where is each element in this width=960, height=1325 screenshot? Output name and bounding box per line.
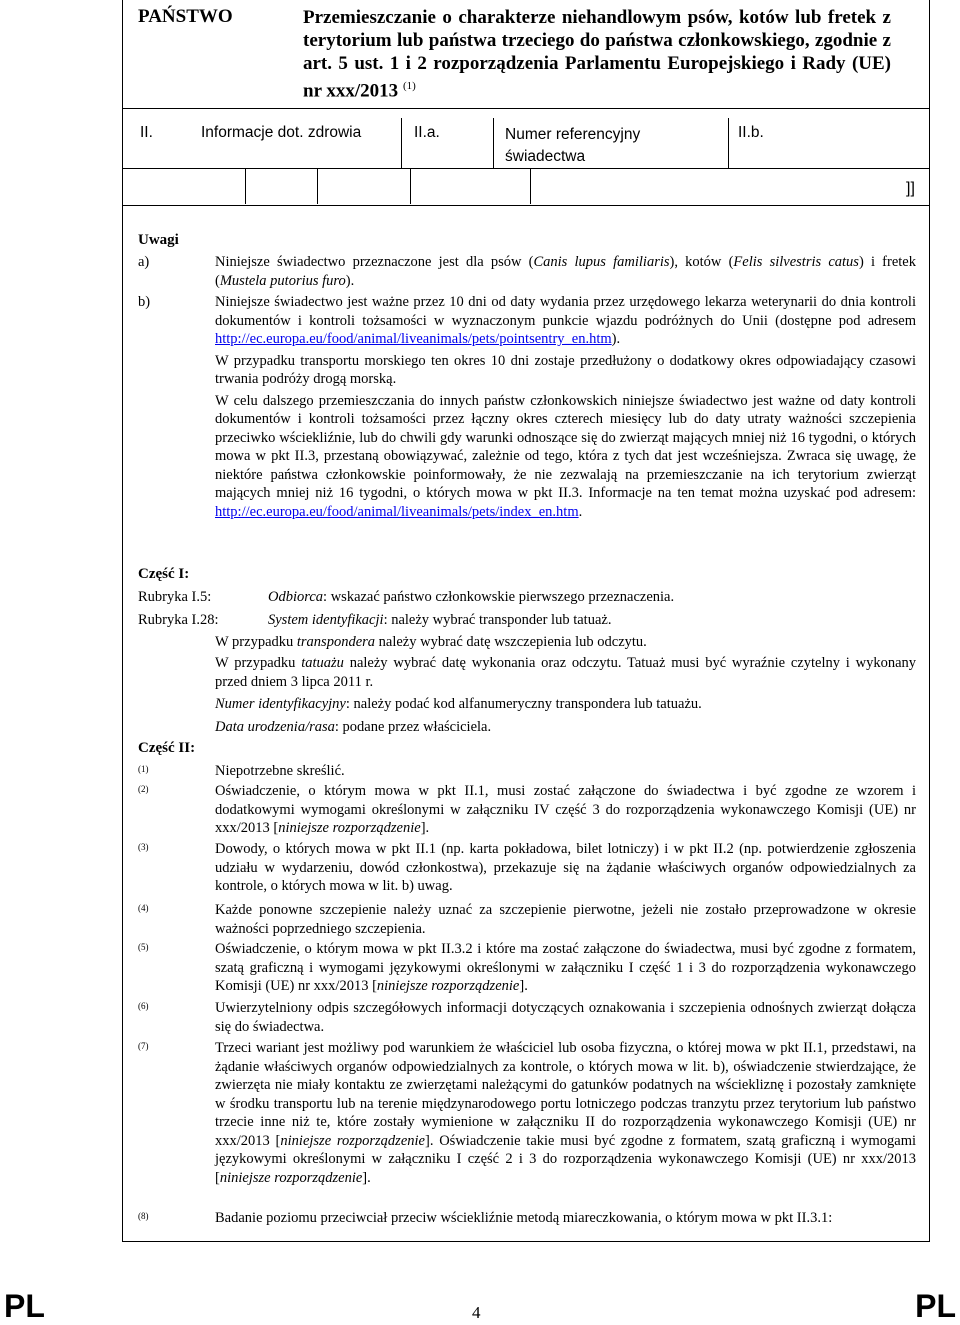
- transponder-note: W przypadku transpondera należy wybrać datę wszczepienia lub odczytu.: [215, 634, 647, 650]
- note-a-text: Niniejsze świadectwo przeznaczone jest dla psów (Canis lupus familiaris), kotów (Felis silvestris catus) i fretek (Mustela putorius furo).: [215, 254, 916, 289]
- note-a: [138, 253, 916, 290]
- ref-cell-3: [530, 168, 531, 204]
- footnote-5: (5) Oświadczenie, o którym mowa w pkt II.3.2 i które ma zostać załączone do świadectwa, musi być zgodne z formatem, szatą graficzną i wymogami językowymi określonymi w załączniku I część 1 i 3 do rozporządzenia wykonawczego Komisji (UE) nr xxx/2013 [niniejsze rozporządzenie].: [138, 941, 916, 994]
- footnote-6: (6) Uwierzytelniony odpis szczegółowych informacji dotyczących oznakowania i szczepienia odnośnych zwierząt dołącza się do świadectwa.: [138, 1000, 916, 1035]
- title-footnote-ref: (1): [402, 80, 416, 92]
- birth-date-breed-note: Data urodzenia/rasa: podane przez właściciela.: [215, 719, 492, 735]
- footnote-3: (3) Dowody, o których mowa w pkt II.1 (np. karta pokładowa, bilet lotniczy) i w pkt II.2 (np. potwierdzenie zgłoszenia udziału w wydarzeniu, dowód członkostwa), przekazuje się na żądanie właściwych organów odpowiedzialnych za kontrole, o których mowa w lit. b) uwag.: [138, 841, 916, 894]
- box-i28-label: Rubryka I.28:: [138, 612, 219, 628]
- part-1-title: Część I:: [138, 566, 190, 582]
- box-i5-label: Rubryka I.5:: [138, 589, 212, 605]
- ref-cell-1: [122, 168, 246, 204]
- tattoo-note: W przypadku tatuażu należy wybrać datę wykonania oraz odczytu. Tatuaż musi być wyraźnie czytelny i wykonany przed dniem 3 lipca 2011 r.: [215, 655, 916, 690]
- subsection-b-label: II.b.: [738, 124, 764, 141]
- note-b: [138, 293, 916, 524]
- footer-language-left: PL: [4, 1288, 45, 1324]
- part-2-title: Część II:: [138, 740, 196, 756]
- points-of-entry-link[interactable]: http://ec.europa.eu/food/animal/liveanimals/pets/pointsentry_en.htm: [215, 331, 612, 347]
- footnote-7: (7) Trzeci wariant jest możliwy pod warunkiem że właściciel lub osoba fizyczna, o której mowa w pkt II.1, przedstawi, na żądanie właściwych organów odpowiedzialnych za kontrole, o których mowa w lit. b), oświadczenie stwierdzające, że zwierzęta nie miały kontaktu ze zwierzętami należącymi do gatunków podatnych na wściekliznę i pozostały zamknięte w środku transportu lub na terenie międzynarodowego portu lotniczego podczas tranzytu przez terytorium lub państwo trzecie inne niż te, które zostały wymienione w załączniku II do rozporządzenia wykonawczego Komisji (UE) nr xxx/2013 [niniejsze rozporządzenie]. Oświadczenie takie musi być zgodne z formatem, szatą graficzną i wymogami językowymi określonymi w załączniku I część 2 i 3 do rozporządzenia wykonawczego Komisji (UE) nr xxx/2013 [niniejsze rozporządzenie].: [138, 1040, 916, 1186]
- pets-info-link[interactable]: http://ec.europa.eu/food/animal/liveanimals/pets/index_en.htm: [215, 503, 579, 520]
- bracket-mark: ]]: [906, 180, 915, 197]
- ref-cell-2: [317, 168, 411, 204]
- note-a-label: a): [138, 254, 150, 270]
- box-i28-text: System identyfikacji: należy wybrać transponder lub tatuaż.: [268, 612, 612, 628]
- note-b-text: Niniejsze świadectwo jest ważne przez 10 dni od daty wydania przez urzędowego lekarza weterynarii do dnia kontroli dokumentów i kontroli tożsamości w wyznaczonym punkcie wjazdu podróżnych do Unii (dostępne pod adresem http://ec.europa.eu/food/animal/liveanimals/pets/pointsentry_en.htm). W przypadku transportu morskiego ten okres 10 dni zostaje przedłużony o dodatkowy okres odpowiadający czasowi trwania podróży drogą morską. W celu dalszego przemieszczania do innych państw członkowskich niniejsze świadectwo jest ważne od daty kontroli dokumentów i kontroli tożsamości przez łączny okres czterech miesięcy lub do daty utraty ważności szczepienia przeciwko wściekliźnie, lub do chwili gdy warunki odnoszące się do zwierząt mających mniej niż 16 tygodni, o których mowa w pkt II.3, przestaną obowiązywać, zależnie od tego, która z tych dat jest wcześniejsza. Zwraca się uwagę, że niektóre państwa członkowskie poinformowały, że nie zezwalają na przemieszczanie na ich terytorium zwierząt mających mniej niż 16 tygodni, o których mowa w pkt II.3. Informacje na ten temat można uzyskać pod adresem: http://ec.europa.eu/food/animal/liveanimals/pets/index_en.htm.: [215, 294, 916, 520]
- page-number: 4: [472, 1303, 481, 1322]
- footnote-1: (1) Niepotrzebne skreślić.: [138, 763, 345, 779]
- header-divider: [122, 108, 929, 109]
- box-i5-text: Odbiorca: wskazać państwo członkowskie pierwszego przeznaczenia.: [268, 589, 675, 605]
- header-cell-divider-2: [493, 118, 729, 168]
- footer-language-right: PL: [915, 1288, 956, 1324]
- section-number: II.: [140, 124, 153, 141]
- identification-number-note: Numer identyfikacyjny: należy podać kod alfanumeryczny transpondera lub tatuażu.: [215, 696, 702, 712]
- header-cell-divider-1: [122, 118, 402, 168]
- notes-title: Uwagi: [138, 232, 179, 248]
- footnote-2: (2) Oświadczenie, o którym mowa w pkt II.1, musi zostać załączone do świadectwa i być zgodne ze wzorem i dodatkowymi wymogami określonymi w załączniku IV część 3 do rozporządzenia wykonawczego Komisji (UE) nr xxx/2013 [niniejsze rozporządzenie].: [138, 783, 916, 836]
- note-b-label: b): [138, 294, 151, 310]
- footnote-8: (8) Badanie poziomu przeciwciał przeciw wściekliźnie metodą miareczkowania, o którym mowa w pkt II.3.1:: [138, 1210, 833, 1226]
- section-title: Informacje dot. zdrowia: [201, 124, 362, 141]
- country-label: PAŃSTWO: [138, 6, 233, 27]
- certificate-title: Przemieszczanie o charakterze niehandlowym psów, kotów lub fretek z terytorium lub państwa trzeciego do państwa członkowskiego, zgodnie z art. 5 ust. 1 i 2 rozporządzenia Parlamentu Europejskiego i Rady (UE) nr xxx/2013 $^{(1)}$: [303, 7, 891, 102]
- subsection-a-label: II.a.: [414, 124, 440, 141]
- footnote-4: (4) Każde ponowne szczepienie należy uznać za szczepienie pierwotne, jeżeli nie zostało przeprowadzone w okresie ważności poprzedniego szczepienia.: [138, 902, 916, 937]
- reference-number-label: Numer referencyjny świadectwa: [505, 126, 641, 165]
